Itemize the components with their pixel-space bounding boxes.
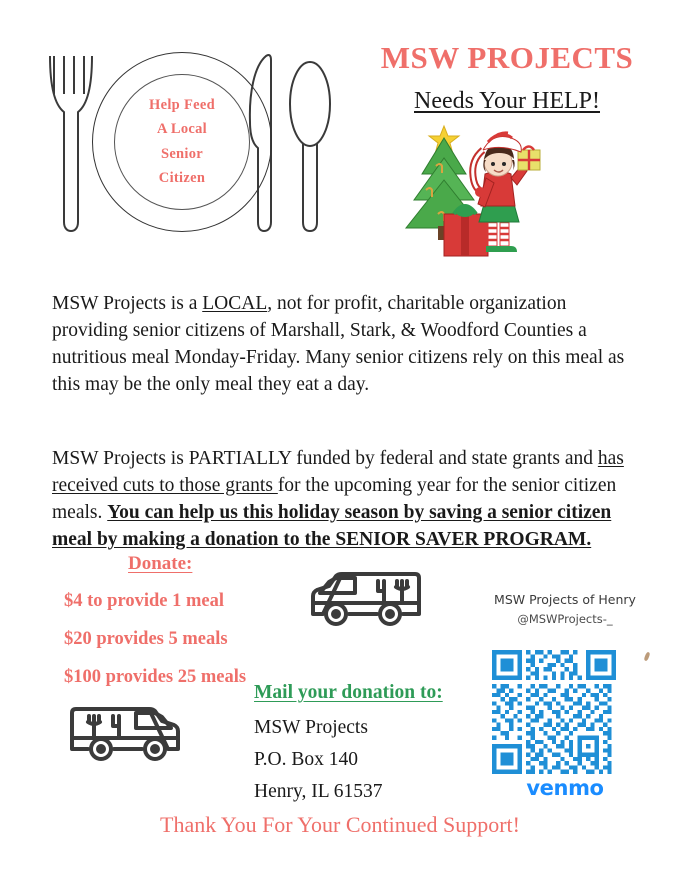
fork-icon (44, 50, 98, 236)
plate-graphic (92, 52, 272, 232)
donate-heading: Donate: (128, 553, 193, 574)
venmo-wordmark: venmo (526, 776, 604, 800)
funding-cuts-emphasis: has received cuts to those grants (52, 447, 624, 496)
thank-you-message: Thank You For Your Continued Support! (160, 812, 520, 837)
address-line: P.O. Box 140 (254, 748, 359, 770)
page-subtitle-text: Needs Your HELP! (414, 88, 600, 114)
plate-message (92, 52, 272, 232)
venmo-handle: @MSWProjects-_ (517, 612, 613, 626)
funding-call-to-action: You can help us this holiday season by saving a senior citizen meal by making a donation to the SENIOR SAVER PROGRAM. (52, 502, 612, 551)
funding-part-1: MSW Projects is PARTIALLY funded by federal and state grants and (52, 447, 598, 469)
address-line: Henry, IL 61537 (254, 780, 383, 802)
spoon-icon (288, 60, 332, 236)
intro-part-2: , not for profit, charitable organization providing senior citizens of Marshall, Stark, & Woodford Counties a nutritious meal Monday-Friday. Many senior citizens rely on this meal as this may be the only meal they eat a day. (52, 292, 625, 396)
donate-tier-list (64, 583, 246, 697)
address-line: MSW Projects (254, 717, 368, 738)
donate-tier: $4 to provide 1 meal (64, 591, 224, 611)
mailing-address (254, 712, 383, 807)
donate-tier: $100 provides 25 meals (64, 666, 247, 687)
intro-paragraph (52, 290, 642, 399)
scan-artifact (643, 652, 650, 662)
christmas-elf-illustration (392, 122, 572, 262)
place-setting-graphic (36, 34, 346, 249)
funding-part-2: for the upcoming year for the senior citizen meals. (52, 474, 617, 524)
plate-line-1: Help Feed (149, 97, 215, 114)
intro-part-1: MSW Projects is a (52, 292, 203, 314)
funding-paragraph (52, 445, 642, 554)
plate-line-4: Citizen (158, 169, 206, 186)
mail-heading: Mail your donation to: (254, 682, 443, 703)
page-title: MSW PROJECTS (380, 40, 634, 75)
venmo-account-name: MSW Projects of Henry (494, 592, 636, 607)
donate-tier: $20 provides 5 meals (64, 628, 228, 649)
plate-line-3: Senior (160, 145, 204, 162)
intro-local-emphasis: LOCAL (202, 292, 268, 314)
food-truck-icon (305, 562, 425, 632)
venmo-qr-code[interactable] (492, 650, 616, 774)
plate-line-2: A Local (156, 121, 208, 138)
page-subtitle (352, 88, 662, 115)
food-truck-icon (66, 697, 186, 767)
